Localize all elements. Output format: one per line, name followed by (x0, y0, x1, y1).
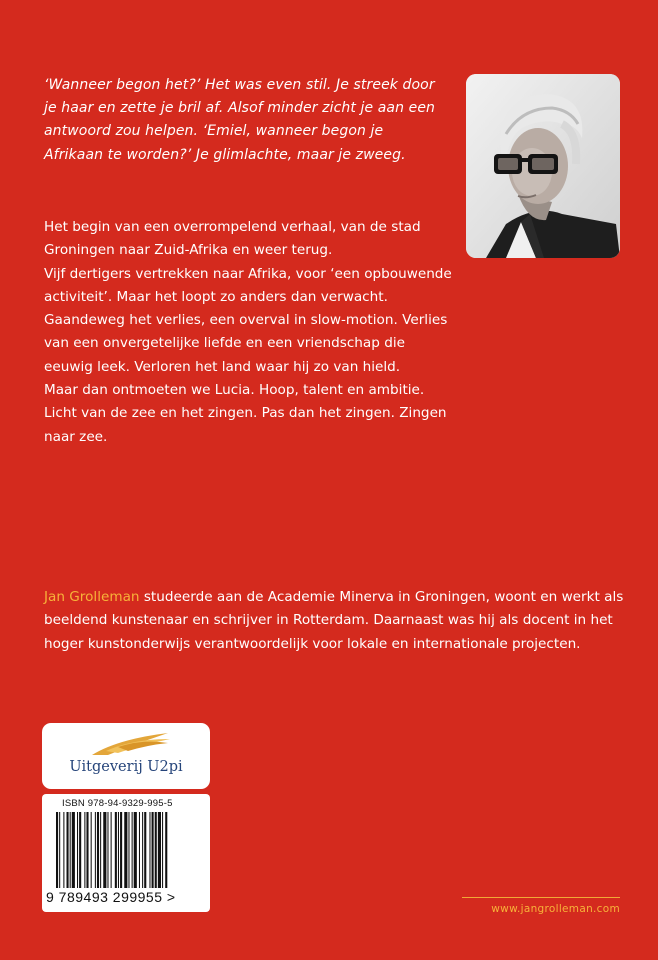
author-photo (466, 74, 620, 258)
author-bio-text: studeerde aan de Academie Minerva in Groningen, woont en werkt als beeldend kunstenaar en schrijver in Rotterdam. Daarnaast was hij als docent in het hoger kunstonderwijs verantwoordelijk voor lokale en internationale projecten. (44, 589, 624, 652)
author-portrait-icon (466, 74, 620, 258)
blurb-paragraph: Vijf dertigers vertrekken naar Afrika, voor ‘een opbouwende activiteit’. Maar het loopt zo anders dan verwacht. Gaandeweg het verlies, een overval in slow-motion. Verlies van een onvergetelijke liefde en een vriendschap die eeuwig leek. Verloren het land waar hij zo van hield. (44, 265, 452, 375)
isbn-label: ISBN 978-94-9329-995-5 (62, 798, 173, 809)
barcode-digits: 9 789493 299955 > (46, 889, 176, 905)
isbn-barcode (42, 794, 210, 912)
opening-quote: ‘Wanneer begon het?’ Het was even stil. Je streek door je haar en zette je bril af. Alsof minder zicht je aan een antwoord zou helpen. ‘Emiel, wanneer begon je Afrikaan te worden?’ Je glimlachte, maar je zweeg. (44, 77, 436, 163)
wing-swoosh-icon (88, 729, 172, 757)
website-link[interactable]: www.jangrolleman.com (491, 903, 620, 915)
blurb-paragraph: Het begin van een overrompelend verhaal, van de stad Groningen naar Zuid-Afrika en weer terug. (44, 219, 421, 259)
publisher-logo-box (42, 723, 210, 789)
ean13-barcode-icon (56, 812, 198, 888)
blurb-paragraph: Maar dan ontmoeten we Lucia. Hoop, talent en ambitie. Licht van de zee en het zingen. Pas dan het zingen. Zingen naar zee. (44, 382, 447, 445)
author-bio (44, 586, 624, 656)
blurb-text (44, 216, 454, 449)
publisher-name: Uitgeverij U2pi (69, 759, 183, 775)
author-name: Jan Grolleman (44, 589, 140, 605)
website-divider (462, 897, 620, 898)
